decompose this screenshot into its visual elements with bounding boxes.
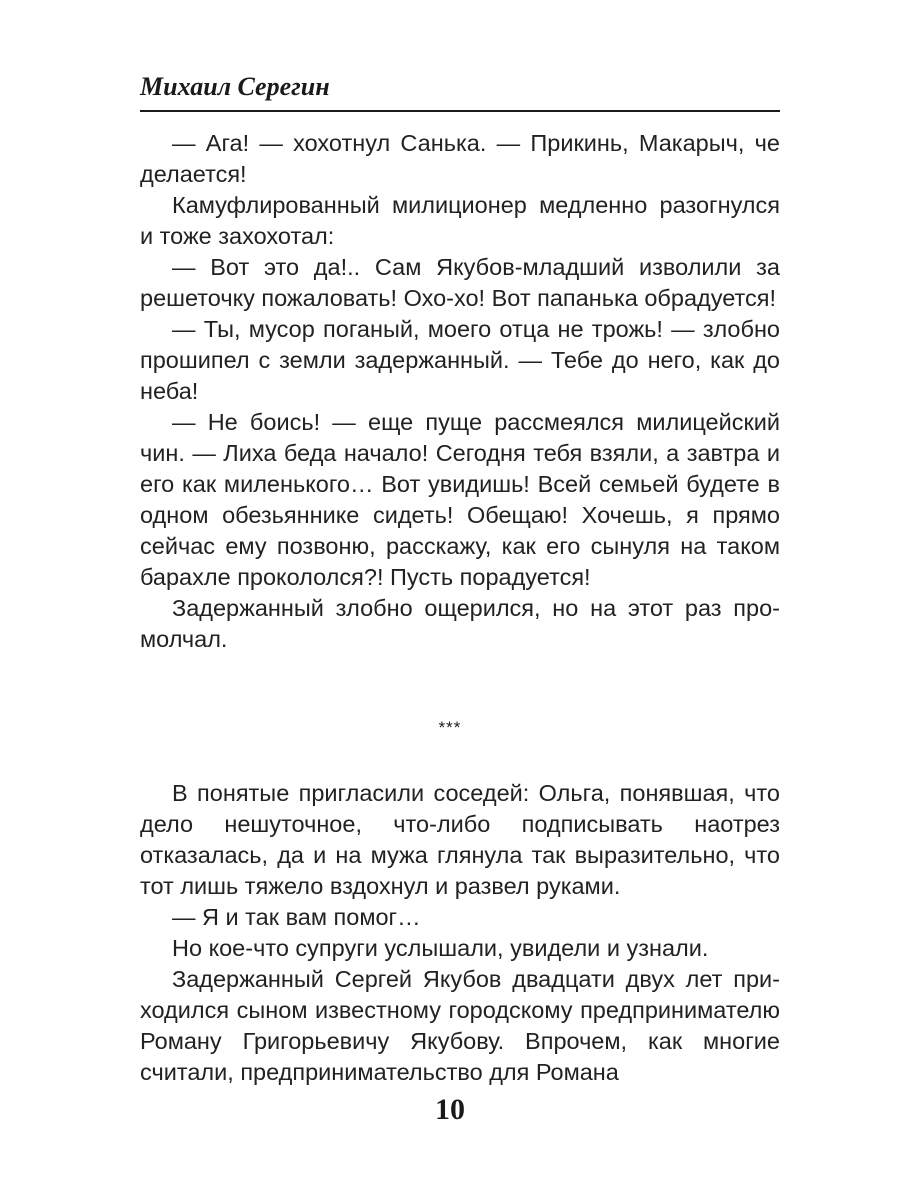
paragraph: Камуфлированный милиционер медленно разогнулся и тоже захохотал: [140, 192, 780, 249]
scene-separator: *** [438, 718, 462, 737]
header-rule [140, 110, 780, 112]
paragraph: — Вот это да!.. Сам Якубов-младший изволили за решеточку пожаловать! Охо-хо! Вот папанька обрадуется! [140, 254, 780, 311]
page-number: 10 [435, 1093, 465, 1126]
paragraph: Задержанный злобно ощерился, но на этот раз промолчал. [140, 595, 780, 652]
paragraph: Но кое-что супруги услышали, увидели и узнали. [172, 935, 709, 961]
running-header-author: Михаил Серегин [140, 72, 330, 101]
paragraph: — Не боись! — еще пуще рассмеялся милицейский чин. — Лиха беда начало! Сегодня тебя взяли, а завтра и его как миленького… Вот увидишь! Всей семьей будете в одном обезьяннике сидеть! Обещаю! Хочешь, я прямо сейчас ему позвоню, расскажу, как его сынуля на таком барахле прокололся?! Пусть порадуется! [140, 409, 780, 590]
paragraph: — Я и так вам помог… [172, 904, 421, 930]
text-section-2 [140, 778, 780, 1088]
paragraph: — Ага! — хохотнул Санька. — Прикинь, Макарыч, че делается! [140, 130, 780, 187]
paragraph: — Ты, мусор поганый, моего отца не трожь! — злобно прошипел с земли задержанный. — Тебе до него, как до неба! [140, 316, 780, 404]
text-section-1 [140, 128, 780, 655]
paragraph: В понятые пригласили соседей: Ольга, понявшая, что дело нешуточное, что-либо подписывать наотрез отказалась, да и на мужа глянула так выразительно, что тот лишь тяжело вздохнул и развел руками. [140, 780, 780, 899]
paragraph: Задержанный Сергей Якубов двадцати двух лет приходился сыном известному городскому предпринимателю Роману Григорьевичу Якубову. Впрочем, как многие считали, предпринимательство для Романа [140, 966, 780, 1085]
